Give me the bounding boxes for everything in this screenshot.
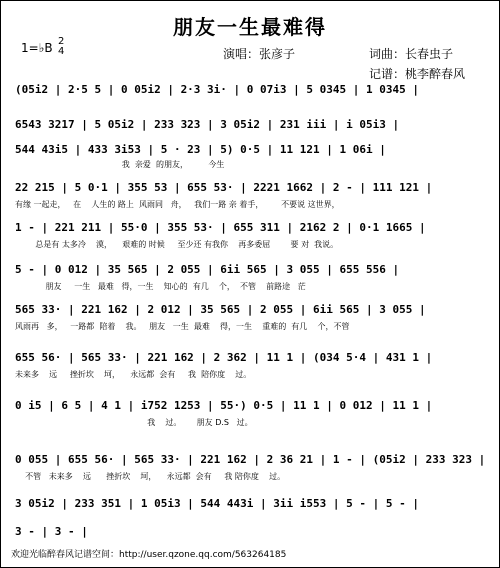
arranger: 记谱：桃李醉春风 [369, 67, 466, 81]
lyricist: 词曲：长春虫子 [369, 47, 454, 61]
song-title: 朋友一生最难得 [173, 15, 327, 39]
score-line-11-notes: 3 05i2 | 233 351 | 1 05i3 | 544 443i | 3ii i553 | 5 - | 5 - | [15, 497, 419, 510]
time-signature [58, 37, 64, 57]
key-signature: 1=♭B [21, 41, 53, 55]
score-line-10-lyrics: 不管 未来多 远 挫折坎 坷， 永远都 会有 我 陪你度 过。 [15, 472, 286, 481]
score-line-8-notes: 655 56· | 565 33· | 221 162 | 2 362 | 11 1 | (034 5·4 | 431 1 | [15, 351, 433, 364]
singer: 演唱：张彦子 [223, 47, 296, 61]
score-line-12-notes: 3 - | 3 - | [15, 525, 88, 538]
score-line-6-notes: 5 - | 0 012 | 35 565 | 2 055 | 6ii 565 | 3 055 | 655 556 | [15, 263, 400, 276]
time-signature-bottom: 4 [58, 46, 65, 57]
footer-link-text: 欢迎光临醉春风记谱空间：http://user.qzone.qq.com/563264185 [11, 550, 287, 560]
score-line-3-notes: 544 43i5 | 433 3i53 | 5 · 23 | 5) 0·5 | 11 121 | 1 06i | [15, 143, 386, 156]
score-line-7-lyrics: 风雨再 多， 一路都 陪着 我。 朋友 一生 最难 得，一生 重难的 有几 个，不管 [15, 322, 350, 331]
score-line-5-notes: 1 - | 221 211 | 55·0 | 355 53· | 655 311 | 2162 2 | 0·1 1665 | [15, 221, 426, 234]
time-signature-top: 2 [58, 36, 65, 47]
score-line-4-lyrics: 有缘 一起走， 在 人生的 路上 风雨同 舟， 我们一路 亲 着手， 不要说 这世界， [15, 200, 340, 209]
score-line-9-lyrics: 我 过。 朋友 D.S 过。 [15, 418, 253, 427]
score-line-2-notes: 6543 3217 | 5 05i2 | 233 323 | 3 05i2 | 231 iii | i 05i3 | [15, 118, 400, 131]
score-line-3-lyrics: 我 亲爱 的朋友， 今生 [15, 160, 225, 169]
score-line-4-notes: 22 215 | 5 0·1 | 355 53 | 655 53· | 2221 1662 | 2 - | 111 121 | [15, 181, 433, 194]
score-line-9-notes: 0 i5 | 6 5 | 4 1 | i752 1253 | 55·) 0·5 | 11 1 | 0 012 | 11 1 | [15, 399, 433, 412]
score-line-7-notes: 565 33· | 221 162 | 2 012 | 35 565 | 2 055 | 6ii 565 | 3 055 | [15, 303, 426, 316]
score-line-6-lyrics: 朋友 一生 最难 得，一生 知心的 有几 个， 不管 前路途 茫 [15, 282, 306, 291]
score-line-10-notes: 0 055 | 655 56· | 565 33· | 221 162 | 2 36 21 | 1 - | (05i2 | 233 323 | [15, 453, 485, 466]
score-line-1-notes: (05i2 | 2·5 5 | 0 05i2 | 2·3 3i· | 0 07i3 | 5 0345 | 1 0345 | [15, 83, 419, 96]
score-line-8-lyrics: 未来多 远 挫折坎 坷， 永远都 会有 我 陪你度 过。 [15, 370, 252, 379]
score-line-5-lyrics: 总是有 太多冷 漠， 艰难的 时候 至少还 有我你 再多委屈 要 对 我说。 [15, 240, 339, 249]
